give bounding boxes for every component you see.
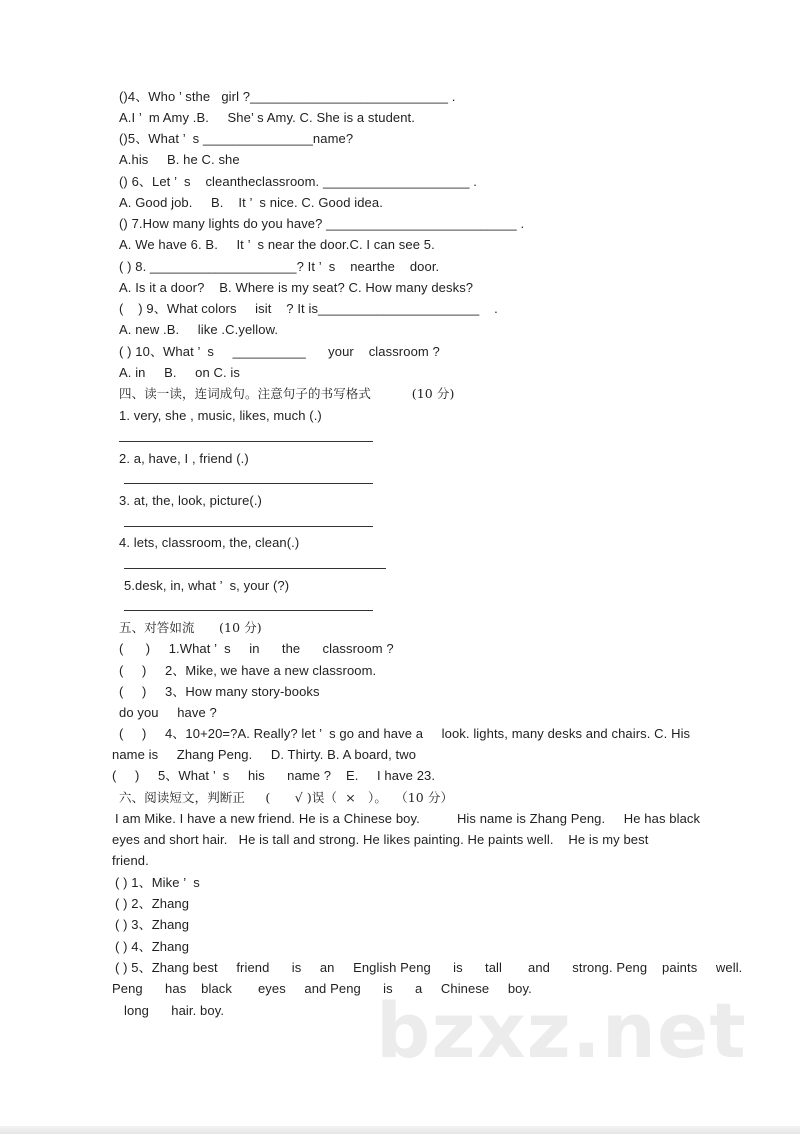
section-4-heading: 四、读一读，连词成句。注意句子的书写格式 (10 分) [119, 386, 455, 401]
section-6-heading: 六、阅读短文，判断正 ( √ )误（ × ）。 （10 分） [119, 790, 454, 805]
answer-line-1 [119, 441, 373, 442]
question-9: ( ) 9、What colors isit ? It is______________________ . [119, 301, 498, 316]
question-8: ( ) 8. ____________________? It ’ s nearthe door. [119, 259, 440, 274]
question-7: () 7.How many lights do you have? __________________________ . [119, 216, 525, 231]
match-line-6: name is Zhang Peng. D. Thirty. B. A board, two [112, 747, 417, 762]
judge-item-5-line-2: Peng has black eyes and Peng is a Chinese boy. [112, 981, 532, 996]
question-4: ()4、Who ’ sthe girl ?___________________________ . [119, 89, 456, 104]
match-line-5: ( ) 4、10+20=?A. Really? let ’ s go and have a look. lights, many desks and chairs. C. His [119, 726, 691, 741]
sentence-item-2: 2. a, have, I , friend (.) [119, 451, 249, 466]
match-line-7: ( ) 5、What ’ s his name ? E. I have 23. [112, 768, 436, 783]
question-8-options: A. Is it a door? B. Where is my seat? C. How many desks? [119, 280, 474, 295]
question-7-options: A. We have 6. B. It ’ s near the door.C. I can see 5. [119, 237, 435, 252]
answer-line-5 [124, 610, 373, 611]
section-5-heading: 五、对答如流 (10 分) [119, 620, 262, 635]
question-10-options: A. in B. on C. is [119, 365, 240, 380]
judge-item-3: ( ) 3、Zhang [115, 917, 190, 932]
answer-line-4 [124, 568, 386, 569]
answer-line-3 [124, 526, 373, 527]
passage-line-2: eyes and short hair. He is tall and strong. He likes painting. He paints well. He is my best [112, 832, 649, 847]
sentence-item-3: 3. at, the, look, picture(.) [119, 493, 262, 508]
judge-item-5: ( ) 5、Zhang best friend is an English Peng is tall and strong. Peng paints well. [115, 960, 743, 975]
passage-line-1: I am Mike. I have a new friend. He is a Chinese boy. His name is Zhang Peng. He has black [115, 811, 701, 826]
question-6-options: A. Good job. B. It ’ s nice. C. Good idea. [119, 195, 383, 210]
match-line-4: do you have ? [119, 705, 217, 720]
match-line-1: ( ) 1.What ’ s in the classroom ? [119, 641, 394, 656]
question-6: () 6、Let ’ s cleantheclassroom. ____________________ . [119, 174, 477, 189]
judge-item-4: ( ) 4、Zhang [115, 939, 190, 954]
watermark: bzxz.net [376, 986, 747, 1075]
sentence-item-4: 4. lets, classroom, the, clean(.) [119, 535, 300, 550]
question-4-options: A.I ’ m Amy .B. She’ s Amy. C. She is a student. [119, 110, 415, 125]
answer-line-2 [124, 483, 373, 484]
match-line-3: ( ) 3、How many story-books [119, 684, 320, 699]
page-bottom-edge [0, 1126, 800, 1134]
question-5-options: A.his B. he C. she [119, 152, 240, 167]
sentence-item-1: 1. very, she , music, likes, much (.) [119, 408, 322, 423]
judge-item-2: ( ) 2、Zhang [115, 896, 190, 911]
judge-item-5-line-3: long hair. boy. [124, 1003, 225, 1018]
question-9-options: A. new .B. like .C.yellow. [119, 322, 279, 337]
question-5: ()5、What ’ s _______________name? [119, 131, 354, 146]
match-line-2: ( ) 2、Mike, we have a new classroom. [119, 663, 377, 678]
question-10: ( ) 10、What ’ s __________ your classroom ? [119, 344, 440, 359]
judge-item-1: ( ) 1、Mike ’ s [115, 875, 200, 890]
passage-line-3: friend. [112, 853, 149, 868]
sentence-item-5: 5.desk, in, what ’ s, your (?) [124, 578, 290, 593]
